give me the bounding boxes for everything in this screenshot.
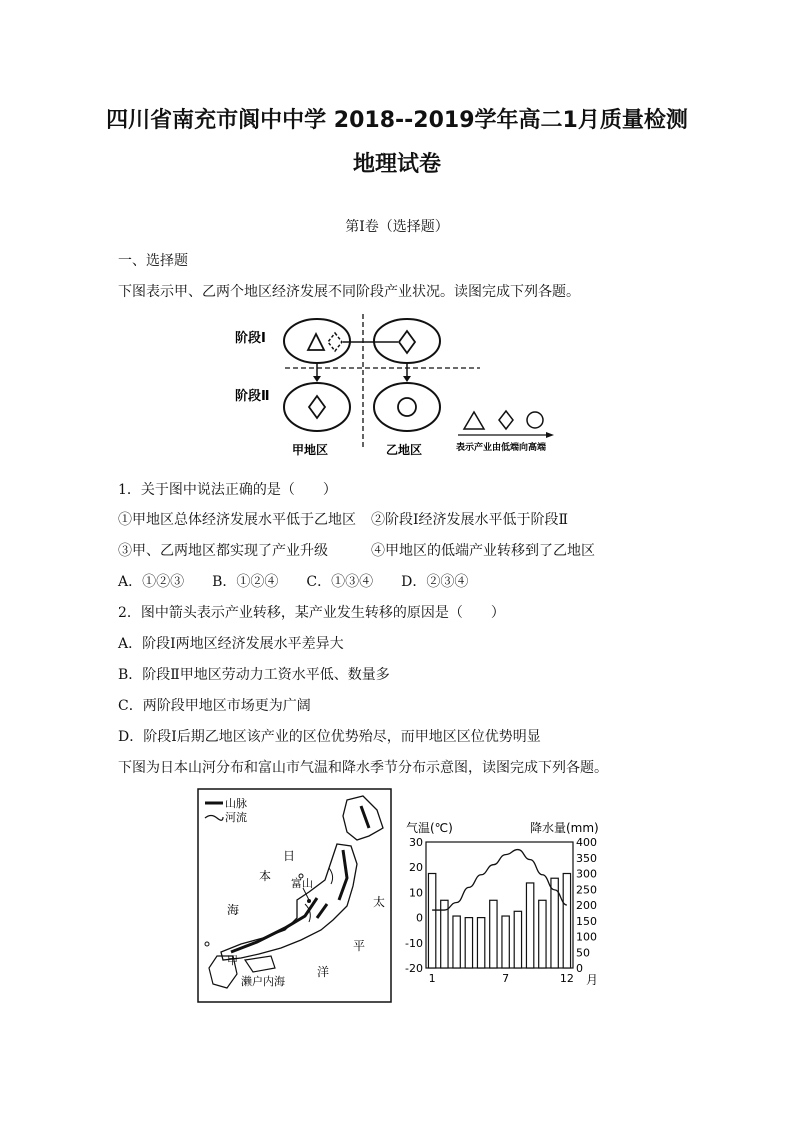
precip-tick-label: 400 xyxy=(576,836,597,849)
intro-text-1: 下图表示甲、乙两个地区经济发展不同阶段产业状况。读图完成下列各题。 xyxy=(118,284,580,300)
precip-bar xyxy=(477,918,484,968)
region-b-stage1-ellipse xyxy=(374,319,440,363)
region-a-stage1-ellipse xyxy=(284,319,350,363)
page-subtitle: 地理试卷 xyxy=(352,152,441,177)
stage2-label: 阶段Ⅱ xyxy=(235,389,270,404)
japan-map xyxy=(197,788,392,1003)
region-b-stage2-ellipse xyxy=(374,383,440,431)
city-label: 富山 xyxy=(291,877,313,890)
circle-icon xyxy=(398,398,416,416)
q1-stem: 1．关于图中说法正确的是（ ） xyxy=(118,482,337,498)
precip-tick-label: 200 xyxy=(576,899,597,912)
precip-bar xyxy=(465,918,472,968)
place-label-jia: 甲 xyxy=(227,954,238,967)
ocean-label-tai: 太 xyxy=(373,895,386,909)
inland-sea-label: 濑户内海 xyxy=(241,975,285,988)
precip-tick-label: 100 xyxy=(576,930,597,944)
diamond-icon xyxy=(399,331,415,353)
sea-label-hai: 海 xyxy=(227,903,240,917)
month-tick-label: 7 xyxy=(502,972,510,985)
q2-option-a: A．阶段Ⅰ两地区经济发展水平差异大 xyxy=(118,636,344,652)
industry-stage-diagram xyxy=(230,312,570,462)
arrowhead-icon xyxy=(403,376,411,382)
legend-diamond-icon xyxy=(499,411,513,429)
arrowhead-icon xyxy=(546,432,554,438)
y-axis-left-label: 气温(℃) xyxy=(406,821,453,835)
q1-statement-2: ②阶段Ⅰ经济发展水平低于阶段Ⅱ xyxy=(371,512,569,528)
legend-river-label: 河流 xyxy=(225,811,247,824)
section-heading: 第I卷（选择题） xyxy=(345,219,449,235)
page-title: 四川省南充市阆中中学 2018--2019学年高二1月质量检测 xyxy=(106,108,688,133)
precip-bar xyxy=(502,916,509,968)
precip-tick-label: 350 xyxy=(576,851,597,865)
sea-label-ben: 本 xyxy=(259,869,272,883)
precip-tick-label: 150 xyxy=(576,914,597,928)
part-heading: 一、选择题 xyxy=(118,253,188,269)
precip-bar xyxy=(526,883,533,968)
legend-text: 表示产业由低端向高端 xyxy=(456,443,547,453)
month-tick-label: 12 xyxy=(559,972,574,985)
month-tick-label: 1 xyxy=(428,972,436,985)
precip-bar xyxy=(428,874,435,969)
q2-stem: 2．图中箭头表示产业转移，某产业发生转移的原因是（ ） xyxy=(118,605,505,621)
legend-mountain-label: 山脉 xyxy=(225,797,247,810)
precip-bar xyxy=(514,911,521,968)
precip-bar xyxy=(453,916,460,968)
temp-tick-label: -20 xyxy=(405,962,423,975)
q2-option-b: B．阶段Ⅱ甲地区劳动力工资水平低、数量多 xyxy=(118,667,390,683)
diamond-dashed-icon xyxy=(328,333,342,351)
temp-tick-label: 30 xyxy=(409,836,423,849)
q2-option-c: C．两阶段甲地区市场更为广阔 xyxy=(118,698,311,714)
city-dot xyxy=(307,899,311,903)
precip-tick-label: 0 xyxy=(576,962,583,975)
arrowhead-icon xyxy=(313,376,321,382)
q1-statement-4: ④甲地区的低端产业转移到了乙地区 xyxy=(371,543,595,559)
climate-chart xyxy=(398,820,618,990)
ocean-label-ping: 平 xyxy=(353,939,366,953)
precip-bar xyxy=(539,900,546,968)
q2-option-d: D．阶段Ⅰ后期乙地区该产业的区位优势殆尽，而甲地区区位优势明显 xyxy=(118,729,541,745)
precip-bar xyxy=(563,874,570,969)
q1-statement-1: ①甲地区总体经济发展水平低于乙地区 xyxy=(118,512,356,528)
temperature-line xyxy=(432,850,567,910)
temp-tick-label: -10 xyxy=(405,936,423,950)
legend-circle-icon xyxy=(527,412,543,428)
stage1-label: 阶段Ⅰ xyxy=(235,331,266,346)
region-b-label: 乙地区 xyxy=(386,443,423,457)
intro-text-2: 下图为日本山河分布和富山市气温和降水季节分布示意图，读图完成下列各题。 xyxy=(118,760,608,776)
ocean-label-yang: 洋 xyxy=(317,965,330,979)
triangle-icon xyxy=(308,334,324,350)
temp-tick-label: 0 xyxy=(416,911,423,925)
sea-label-ri: 日 xyxy=(283,849,296,863)
region-a-stage2-ellipse xyxy=(284,383,350,431)
temp-tick-label: 20 xyxy=(409,861,423,875)
x-axis-label: 月 xyxy=(586,973,599,987)
precip-tick-label: 50 xyxy=(576,946,590,960)
legend-triangle-icon xyxy=(464,412,484,429)
precip-bar xyxy=(490,900,497,968)
region-a-label: 甲地区 xyxy=(292,443,329,457)
precip-tick-label: 250 xyxy=(576,883,597,897)
q1-options: A．①②③ B．①②④ C．①③④ D．②③④ xyxy=(118,574,469,590)
precip-tick-label: 300 xyxy=(576,867,597,881)
q1-statement-3: ③甲、乙两地区都实现了产业升级 xyxy=(118,543,328,559)
y-axis-right-label: 降水量(mm) xyxy=(530,821,599,835)
temp-tick-label: 10 xyxy=(409,886,423,900)
diamond-icon xyxy=(309,396,325,418)
